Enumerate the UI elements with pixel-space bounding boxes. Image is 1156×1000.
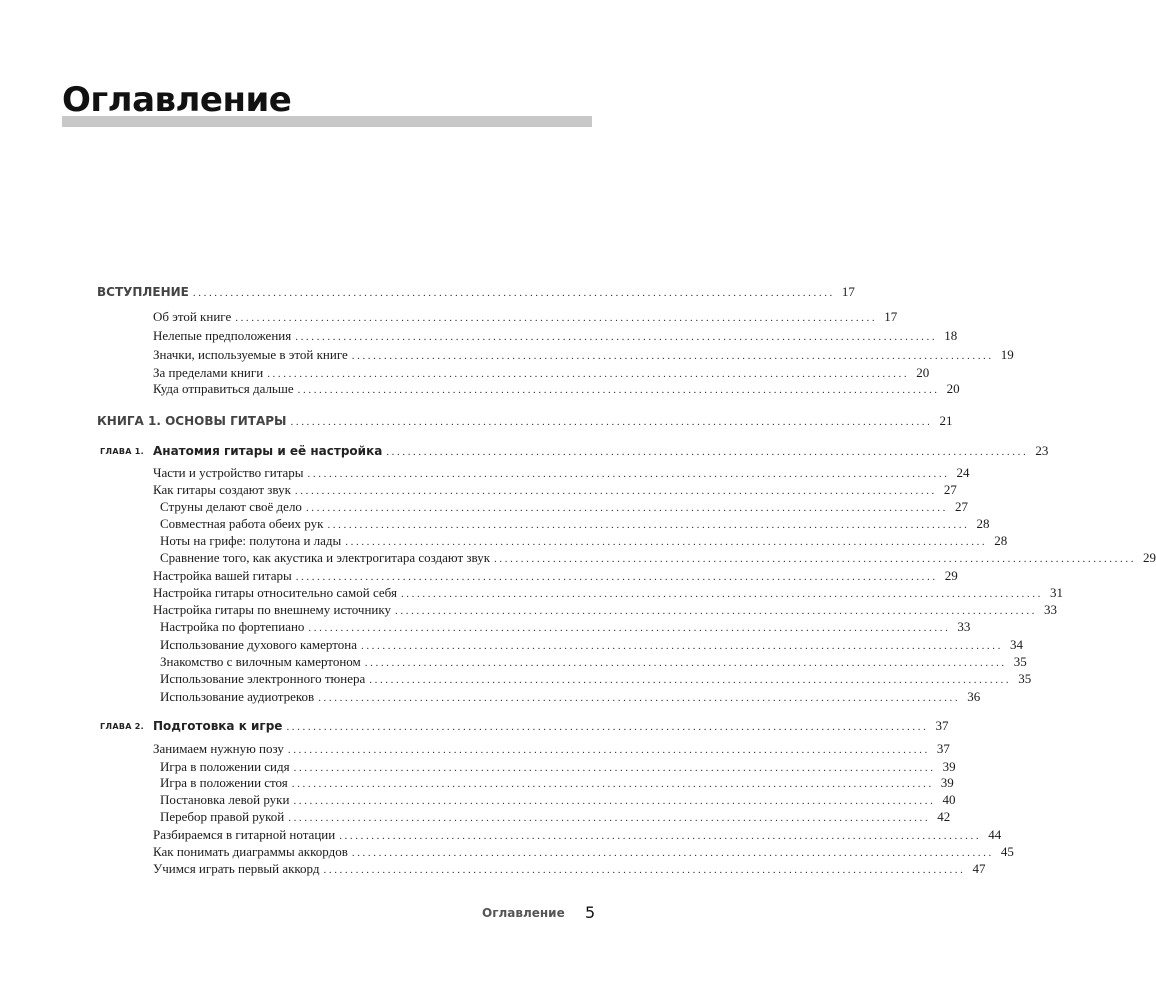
toc-entry-title: Части и устройство гитары: [153, 464, 308, 482]
toc-entry-page: 23: [1028, 442, 1048, 460]
toc-dot-leader: ........................................................................................................................: [286, 721, 929, 733]
toc-entry-page: 33: [1037, 601, 1057, 619]
toc-entry[interactable]: [160, 688, 981, 706]
toc-dot-leader: ........................................................................................................................: [386, 446, 1029, 458]
toc-entry-title: ВСТУПЛЕНИЕ: [97, 283, 193, 301]
toc-entry-page: 29: [1136, 549, 1156, 567]
toc-entry[interactable]: [153, 740, 950, 758]
toc-entry-title: Струны делают своё дело: [160, 498, 306, 516]
toc-entry-page: 35: [1011, 670, 1031, 688]
toc-entry[interactable]: [153, 308, 898, 326]
toc-entry-title: Как понимать диаграммы аккордов: [153, 843, 352, 861]
toc-entry[interactable]: [153, 442, 1049, 460]
toc-entry-page: 17: [877, 308, 897, 326]
toc-dot-leader: ........................................................................................................................: [235, 312, 878, 324]
toc-dot-leader: ........................................................................................................................: [345, 536, 988, 548]
toc-dot-leader: ........................................................................................................................: [307, 468, 950, 480]
toc-entry[interactable]: [153, 860, 986, 878]
toc-entry-title: Значки, используемые в этой книге: [153, 346, 352, 364]
toc-dot-leader: ........................................................................................................................: [318, 692, 961, 704]
footer-section-label: Оглавление: [482, 906, 565, 920]
toc-entry-page: 40: [935, 791, 955, 809]
toc-entry-title: Совместная работа обеих рук: [160, 515, 327, 533]
footer-page-number: 5: [585, 903, 596, 922]
toc-entry-page: 27: [937, 481, 957, 499]
toc-entry-page: 29: [938, 567, 958, 585]
toc-entry-page: 28: [969, 515, 989, 533]
toc-entry-title: Настройка по фортепиано: [160, 618, 308, 636]
toc-entry-page: 31: [1043, 584, 1063, 602]
toc-dot-leader: ........................................................................................................................: [364, 657, 1007, 669]
toc-entry-page: 27: [948, 498, 968, 516]
toc-dot-leader: ........................................................................................................................: [293, 762, 936, 774]
toc-entry-page: 39: [936, 758, 956, 776]
toc-dot-leader: ........................................................................................................................: [291, 778, 934, 790]
toc-dot-leader: ........................................................................................................................: [323, 864, 966, 876]
toc-dot-leader: ........................................................................................................................: [293, 795, 936, 807]
toc-entry-page: 21: [933, 412, 953, 430]
toc-entry-page: 42: [930, 808, 950, 826]
toc-entry-page: 47: [966, 860, 986, 878]
toc-dot-leader: ........................................................................................................................: [294, 485, 937, 497]
toc-dot-leader: ........................................................................................................................: [351, 847, 994, 859]
toc-entry[interactable]: [160, 791, 956, 809]
toc-dot-leader: ........................................................................................................................: [308, 622, 951, 634]
toc-dot-leader: ........................................................................................................................: [192, 287, 835, 299]
toc-entry-page: 37: [928, 717, 948, 735]
toc-entry-title: Об этой книге: [153, 308, 235, 326]
toc-entry-title: Как гитары создают звук: [153, 481, 295, 499]
toc-entry-page: 24: [950, 464, 970, 482]
toc-entry-page: 28: [987, 532, 1007, 550]
toc-entry[interactable]: [153, 601, 1058, 619]
toc-entry-title: Использование электронного тюнера: [160, 670, 369, 688]
page-title: Оглавление: [62, 80, 292, 120]
toc-dot-leader: ........................................................................................................................: [395, 605, 1038, 617]
toc-dot-leader: ........................................................................................................................: [339, 830, 982, 842]
toc-entry-title: Игра в положении стоя: [160, 774, 292, 792]
toc-entry-page: 33: [950, 618, 970, 636]
toc-dot-leader: ........................................................................................................................: [297, 384, 940, 396]
toc-entry-title: Занимаем нужную позу: [153, 740, 288, 758]
toc-entry[interactable]: [153, 327, 958, 345]
toc-entry[interactable]: [153, 567, 958, 585]
toc-dot-leader: ........................................................................................................................: [494, 553, 1137, 565]
toc-entry-title: Сравнение того, как акустика и электрогитара создают звук: [160, 549, 494, 567]
toc-entry[interactable]: [153, 584, 1063, 602]
toc-entry[interactable]: [153, 380, 960, 398]
toc-entry-page: 20: [940, 380, 960, 398]
toc-entry[interactable]: [153, 843, 1014, 861]
toc-entry-title: Настройка гитары по внешнему источнику: [153, 601, 395, 619]
toc-entry-title: Разбираемся в гитарной нотации: [153, 826, 339, 844]
toc-entry[interactable]: [160, 532, 1008, 550]
toc-entry-page: 35: [1007, 653, 1027, 671]
toc-dot-leader: ........................................................................................................................: [288, 812, 931, 824]
toc-entry-page: 19: [994, 346, 1014, 364]
toc-entry-title: Настройка гитары относительно самой себя: [153, 584, 401, 602]
toc-entry-title: Учимся играть первый аккорд: [153, 860, 324, 878]
toc-entry-title: Нелепые предположения: [153, 327, 295, 345]
toc-entry-title: Знакомство с вилочным камертоном: [160, 653, 365, 671]
toc-entry-title: Настройка вашей гитары: [153, 567, 296, 585]
toc-entry-title: КНИГА 1. ОСНОВЫ ГИТАРЫ: [97, 412, 291, 430]
toc-entry-title: Перебор правой рукой: [160, 808, 288, 826]
toc-entry-title: Использование аудиотреков: [160, 688, 318, 706]
toc-entry-page: 45: [994, 843, 1014, 861]
toc-entry-title: Использование духового камертона: [160, 636, 361, 654]
toc-entry[interactable]: [160, 670, 1032, 688]
toc-entry[interactable]: [160, 808, 951, 826]
toc-entry[interactable]: [160, 774, 954, 792]
toc-dot-leader: ........................................................................................................................: [327, 519, 970, 531]
toc-entry[interactable]: [153, 717, 949, 735]
toc-entry-title: Игра в положении сидя: [160, 758, 294, 776]
chapter-number: ГЛАВА 1.: [100, 447, 145, 456]
toc-entry[interactable]: [97, 283, 855, 301]
toc-entry[interactable]: [153, 464, 970, 482]
toc-entry[interactable]: [160, 498, 968, 516]
toc-entry-page: 20: [909, 364, 929, 382]
toc-entry[interactable]: [153, 481, 957, 499]
toc-dot-leader: ........................................................................................................................: [351, 350, 994, 362]
toc-dot-leader: ........................................................................................................................: [295, 571, 938, 583]
toc-entry-title: Подготовка к игре: [153, 717, 286, 735]
toc-entry[interactable]: [160, 618, 971, 636]
toc-entry-page: 44: [981, 826, 1001, 844]
toc-entry[interactable]: [160, 549, 1156, 567]
toc-entry[interactable]: [160, 636, 1023, 654]
toc-dot-leader: ........................................................................................................................: [369, 674, 1012, 686]
chapter-number: ГЛАВА 2.: [100, 722, 145, 731]
toc-entry[interactable]: [97, 412, 953, 430]
toc-entry-page: 39: [934, 774, 954, 792]
toc-entry-page: 18: [937, 327, 957, 345]
toc-entry[interactable]: [160, 653, 1027, 671]
toc-entry[interactable]: [153, 346, 1014, 364]
toc-entry-title: Анатомия гитары и её настройка: [153, 442, 386, 460]
toc-dot-leader: ........................................................................................................................: [360, 640, 1003, 652]
toc-entry-title: Куда отправиться дальше: [153, 380, 298, 398]
toc-entry-page: 37: [930, 740, 950, 758]
toc-dot-leader: ........................................................................................................................: [295, 331, 938, 343]
toc-entry-title: За пределами книги: [153, 364, 267, 382]
toc-entry-page: 17: [835, 283, 855, 301]
toc-dot-leader: ........................................................................................................................: [290, 416, 933, 428]
toc-entry[interactable]: [153, 826, 1002, 844]
toc-entry-page: 34: [1003, 636, 1023, 654]
toc-entry-page: 36: [960, 688, 980, 706]
toc-dot-leader: ........................................................................................................................: [400, 588, 1043, 600]
toc-entry[interactable]: [160, 515, 990, 533]
toc-entry-title: Постановка левой руки: [160, 791, 293, 809]
toc-dot-leader: ........................................................................................................................: [267, 368, 910, 380]
toc-dot-leader: ........................................................................................................................: [287, 744, 930, 756]
toc-entry-title: Ноты на грифе: полутона и лады: [160, 532, 345, 550]
toc-dot-leader: ........................................................................................................................: [305, 502, 948, 514]
